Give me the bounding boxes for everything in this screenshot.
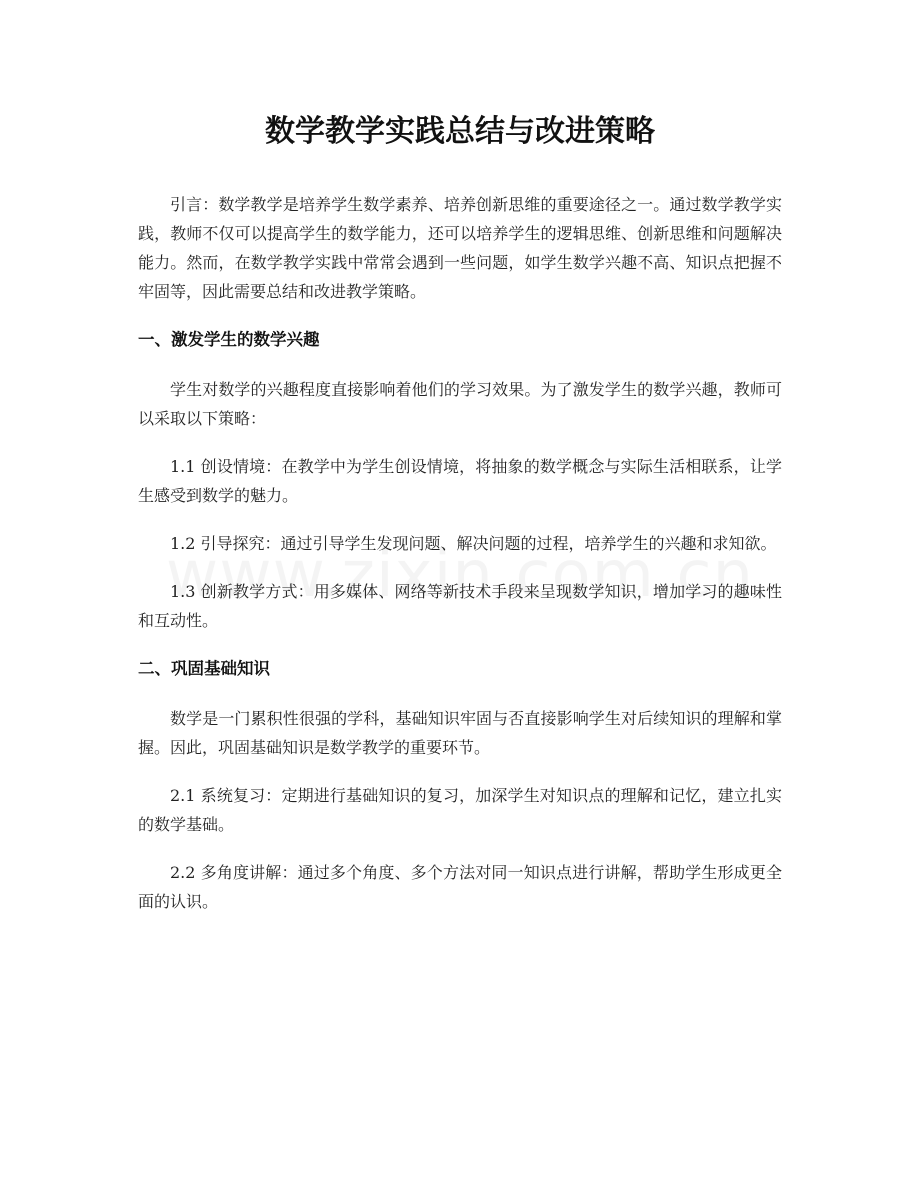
section-2 bbox=[138, 654, 782, 916]
section-heading: 二、巩固基础知识 bbox=[138, 659, 270, 678]
section-paragraph: 2.2 多角度讲解：通过多个角度、多个方法对同一知识点进行讲解，帮助学生形成更全面的认识。 bbox=[138, 863, 782, 911]
section-paragraph: 1.3 创新教学方式：用多媒体、网络等新技术手段来呈现数学知识，增加学习的趣味性和互动性。 bbox=[138, 582, 782, 630]
section-1 bbox=[138, 325, 782, 635]
page-title: 数学教学实践总结与改进策略 bbox=[265, 114, 655, 149]
section-paragraph: 1.1 创设情境：在教学中为学生创设情境，将抽象的数学概念与实际生活相联系，让学生感受到数学的魅力。 bbox=[138, 457, 782, 505]
section-paragraph: 学生对数学的兴趣程度直接影响着他们的学习效果。为了激发学生的数学兴趣，教师可以采取以下策略： bbox=[138, 380, 782, 428]
section-paragraph: 2.1 系统复习：定期进行基础知识的复习，加深学生对知识点的理解和记忆，建立扎实的数学基础。 bbox=[138, 786, 782, 834]
section-paragraph: 1.2 引导探究：通过引导学生发现问题、解决问题的过程，培养学生的兴趣和求知欲。 bbox=[170, 534, 777, 553]
intro-paragraph: 引言：数学教学是培养学生数学素养、培养创新思维的重要途径之一。通过数学教学实践，教师不仅可以提高学生的数学能力，还可以培养学生的逻辑思维、创新思维和问题解决能力。然而，在数学教学实践中常常会遇到一些问题，如学生数学兴趣不高、知识点把握不牢固等，因此需要总结和改进教学策略。 bbox=[138, 195, 782, 301]
section-heading: 一、激发学生的数学兴趣 bbox=[138, 330, 320, 349]
section-paragraph: 数学是一门累积性很强的学科，基础知识牢固与否直接影响学生对后续知识的理解和掌握。因此，巩固基础知识是数学教学的重要环节。 bbox=[138, 709, 782, 757]
